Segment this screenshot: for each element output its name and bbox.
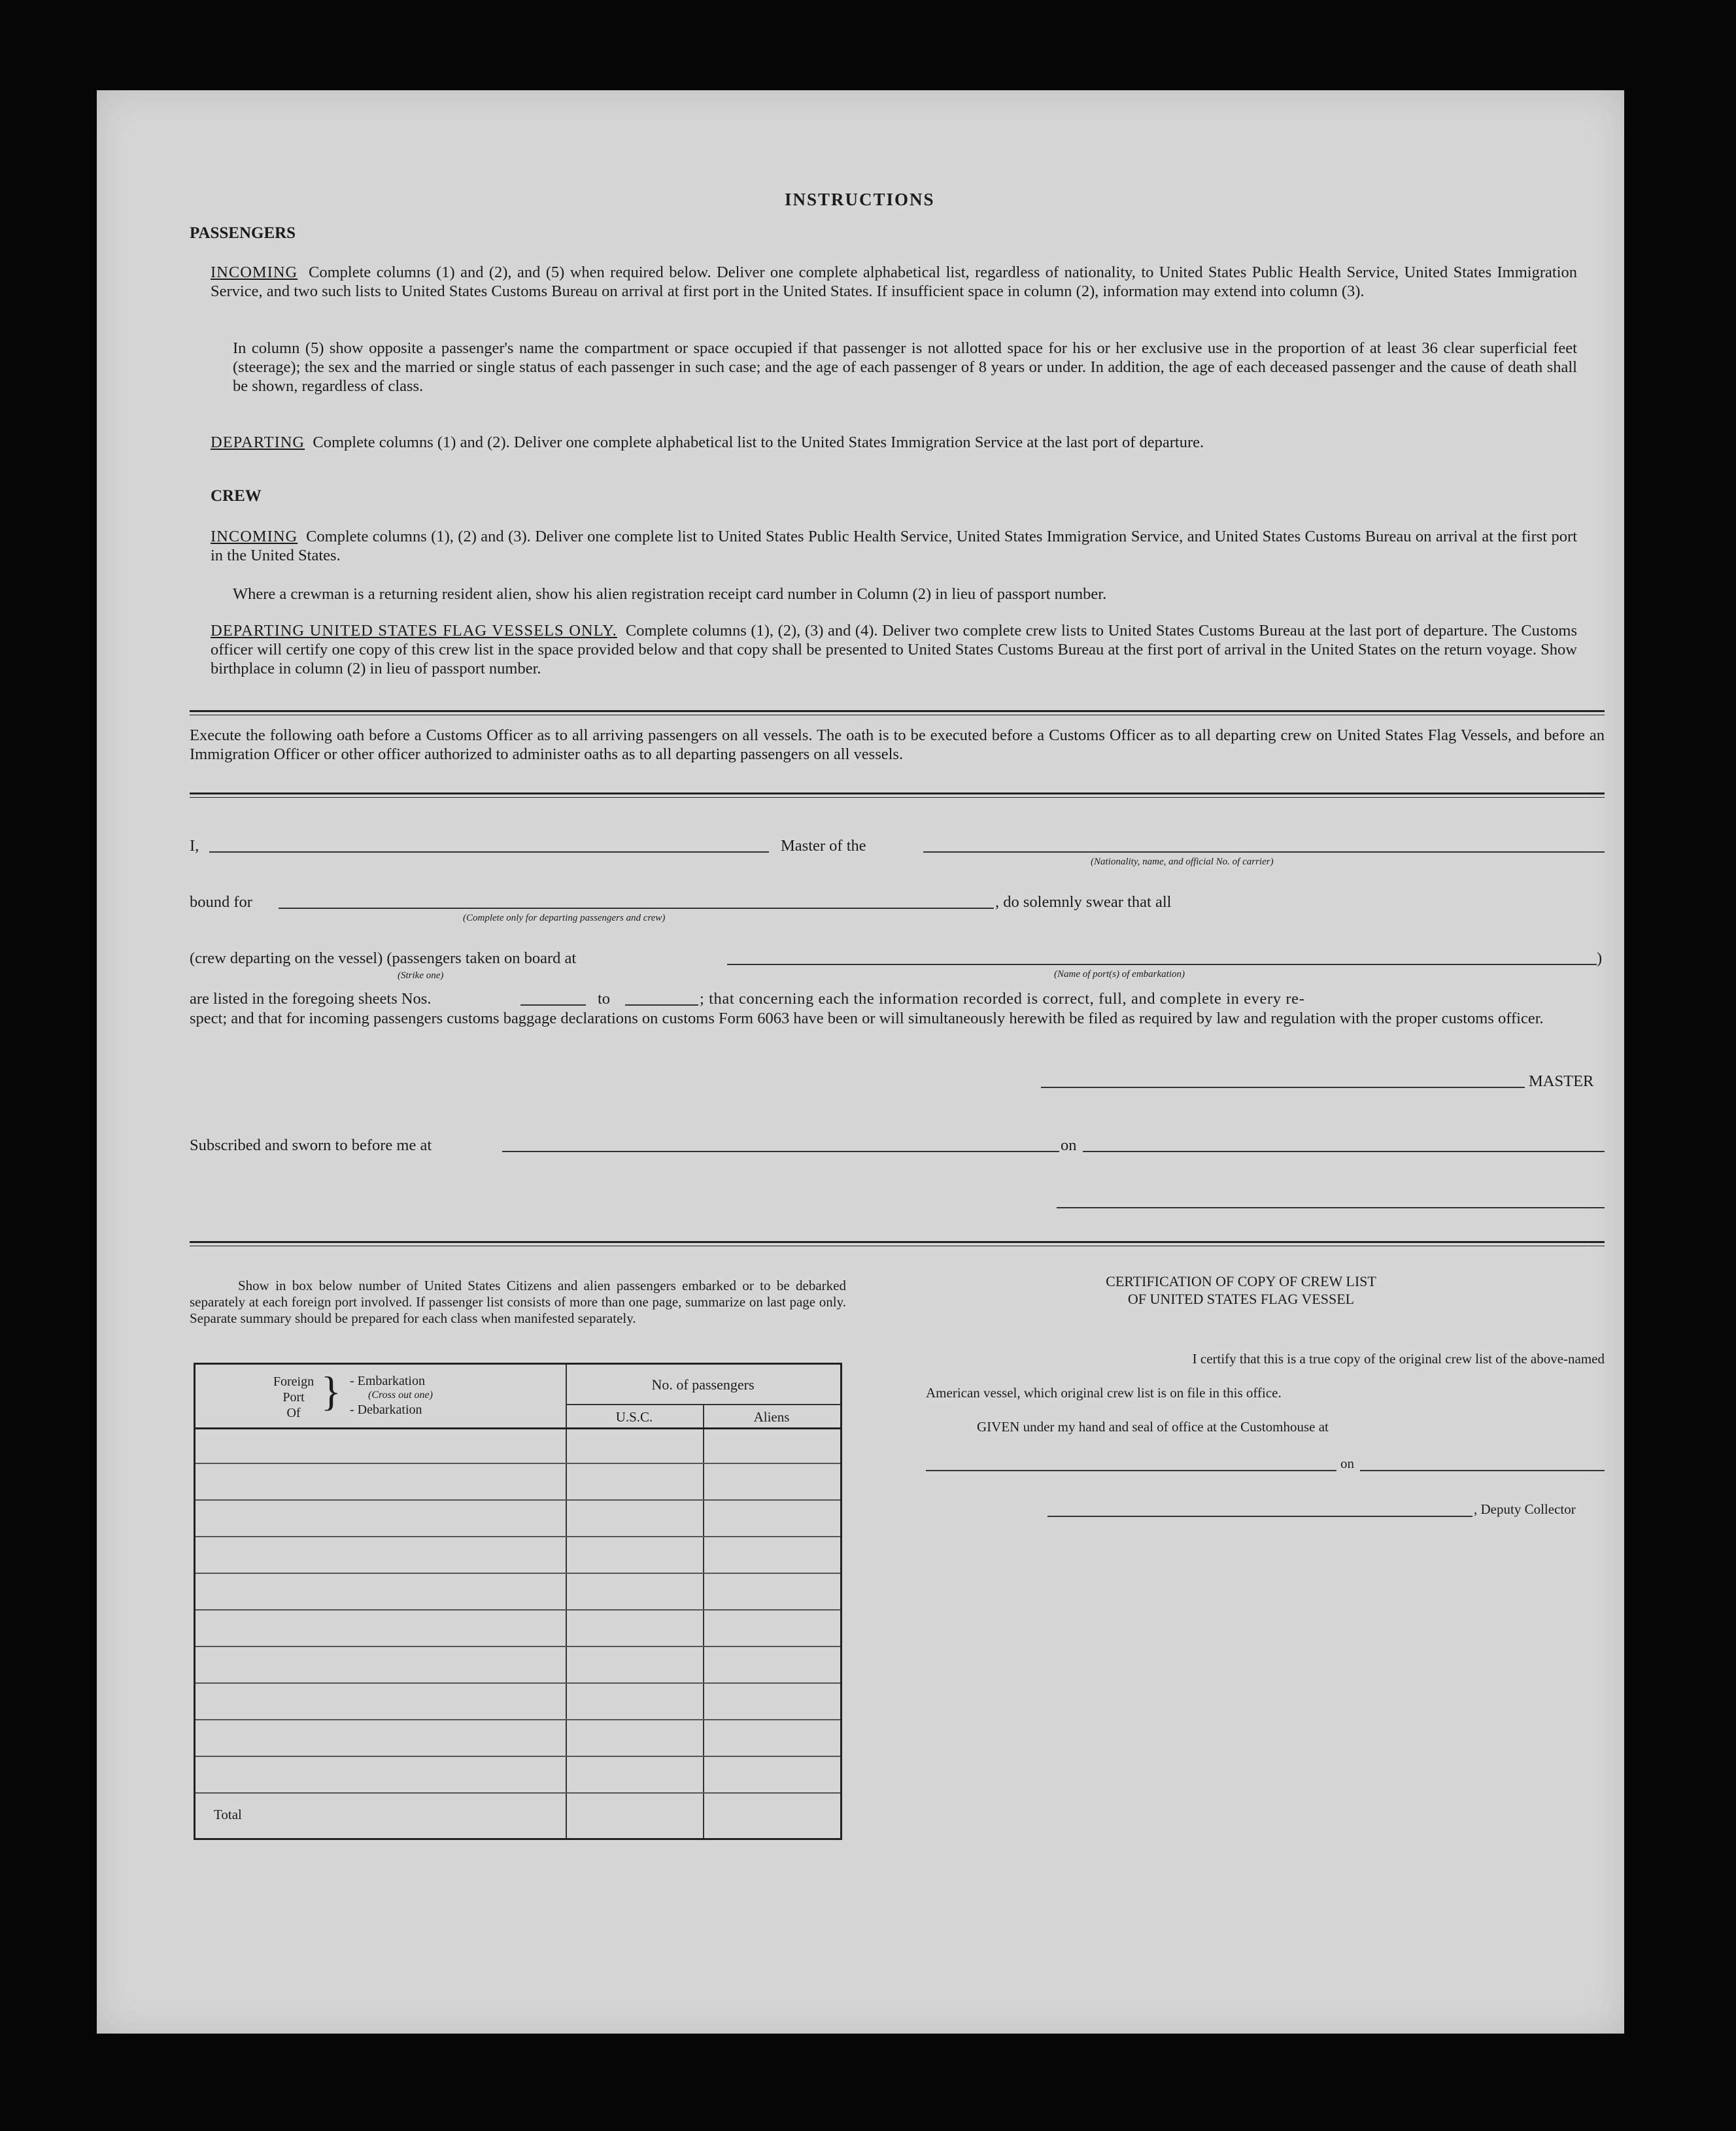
port-caption: (Name of port(s) of embarkation) [1054,969,1185,980]
subscribed-on-label: on [1061,1136,1077,1154]
page-title: INSTRUCTIONS [785,190,935,209]
deputy-collector-label: , Deputy Collector [1474,1501,1576,1517]
passengers-departing-label: DEPARTING [211,434,305,451]
crew-departing-text: (crew departing on the vessel) (passengers taken on board at [190,949,577,967]
crew-heading: CREW [211,487,262,505]
passengers-departing-paragraph [211,433,1577,452]
bound-for-field[interactable] [279,908,994,909]
header-bottom-rule [196,1427,840,1429]
crew-departing-label: DEPARTING UNITED STATES FLAG VESSELS ONLY. [211,622,617,639]
master-name-field[interactable] [209,851,769,853]
subscribed-date-field[interactable] [1083,1151,1605,1152]
passengers-departing-text: Complete columns (1) and (2). Deliver one complete alphabetical list to the United States Immigration Service at the last port of departure. [313,434,1204,451]
crew-departing-paragraph [211,621,1577,678]
table-row[interactable] [196,1536,840,1537]
table-row[interactable] [196,1756,840,1757]
column-divider [566,1365,567,1838]
sheets-to-label: to [598,990,611,1008]
sheets-text: ; that concerning each the information recorded is correct, full, and complete in every re- [700,990,1305,1008]
certification-date-field[interactable] [1360,1470,1605,1471]
summary-box [194,1363,842,1840]
crew-resident-paragraph: Where a crewman is a returning resident alien, show his alien registration receipt card number in Column (2) in lieu of passport number. [233,585,1107,603]
passengers-incoming-label: INCOMING [211,264,298,281]
customhouse-field[interactable] [926,1470,1336,1471]
no-of-passengers-header: No. of passengers [651,1376,755,1393]
passengers-incoming-text: Complete columns (1) and (2), and (5) when required below. Deliver one complete alphabetical list, regardless of nationality, to United States Public Health Service, United States Immigration Service, and two such lists to United States Customs Bureau on arrival at first port in the United States. If insufficient space in column (2), information may extend into column (3). [211,264,1577,300]
table-row[interactable] [196,1719,840,1720]
table-row[interactable] [196,1609,840,1611]
passengers-column5-paragraph: In column (5) show opposite a passenger's name the compartment or space occupied if that passenger is not allotted space for his or her exclusive use in the proportion of at least 36 clear superficial feet (steerage); the sex and the married or single status of each passenger in such case; and the age of each passenger of 8 years or under. In addition, the age of each deceased passenger and the cause of death shall be shown, regardless of class. [233,339,1577,395]
passengers-incoming-paragraph [211,263,1577,301]
usc-header: U.S.C. [615,1409,653,1425]
passengers-heading: PASSENGERS [190,224,296,242]
carrier-field[interactable] [923,851,1605,853]
officer-signature-field[interactable] [1057,1207,1605,1208]
certification-title-line-2: OF UNITED STATES FLAG VESSEL [1127,1291,1355,1307]
certify-line-2: American vessel, which original crew list is on file in this office. [926,1385,1282,1401]
bound-for-label: bound for [190,893,252,911]
certification-title [1006,1272,1476,1308]
crew-incoming-paragraph [211,527,1577,565]
column-divider [703,1404,704,1838]
crew-incoming-text: Complete columns (1), (2) and (3). Deliver one complete list to United States Public Health Service, United States Immigration Service, and United States Customs Bureau on arrival at the first port in the United States. [211,528,1577,564]
oath-divider [190,793,1605,798]
complete-only-caption: (Complete only for departing passengers and crew) [463,913,666,923]
table-row[interactable] [196,1499,840,1501]
crew-incoming-label: INCOMING [211,528,298,545]
certify-line-1: I certify that this is a true copy of the original crew list of the above-named [1192,1351,1605,1367]
embarkation-port-field[interactable] [727,964,1597,965]
master-signature-field[interactable] [1041,1087,1525,1088]
deputy-signature-field[interactable] [1047,1516,1472,1517]
oath-i-label: I, [190,837,199,855]
subscribed-place-field[interactable] [502,1151,1059,1152]
embark-debark-choice[interactable]: - Embarkation (Cross out one) - Debarkation [350,1374,433,1417]
swear-text: , do solemnly swear that all [995,893,1172,911]
sheets-text-continued: spect; and that for incoming passengers customs baggage declarations on customs Form 6063 have been or will simultaneously herewith be filed as required by law and regulation with the proper customs officer. [190,1010,1544,1027]
given-line: GIVEN under my hand and seal of office at the Customhouse at [977,1419,1329,1435]
oath-intro: Execute the following oath before a Customs Officer as to all arriving passengers on all vessels. The oath is to be executed before a Customs Officer as to all departing crew on United States Flag Vessels, and before an Immigration Officer or other officer authorized to administer oaths as to all departing passengers on all vessels. [190,726,1605,763]
crew-departing-text: Complete columns (1), (2), (3) and (4). Deliver two complete crew lists to United States Customs Bureau at the last port of departure. The Customs officer will certify one copy of this crew list in the space provided below and that copy shall be presented to United States Customs Bureau at the first port of arrival in the United States on the return voyage. Show birthplace in column (2) in lieu of passport number. [211,622,1578,677]
table-row[interactable] [196,1646,840,1647]
form-page [97,90,1624,2034]
sheets-to-field[interactable] [625,1004,698,1006]
subscribed-label: Subscribed and sworn to before me at [190,1136,432,1154]
certification-on-label: on [1340,1456,1354,1471]
table-row[interactable] [196,1792,840,1794]
aliens-header: Aliens [753,1409,790,1425]
master-label: MASTER [1529,1072,1594,1090]
table-row[interactable] [196,1463,840,1464]
brace-icon: } [321,1368,341,1414]
foreign-port-of-label: Foreign Port Of [273,1374,315,1420]
close-paren: ) [1597,949,1603,967]
nationality-caption: (Nationality, name, and official No. of carrier) [1091,857,1274,867]
sheets-label: are listed in the foregoing sheets Nos. [190,990,432,1008]
total-label: Total [214,1807,242,1822]
strike-one-caption: (Strike one) [398,970,444,981]
sheets-from-field[interactable] [520,1004,586,1006]
certification-title-line-1: CERTIFICATION OF COPY OF CREW LIST [1106,1273,1376,1289]
lower-divider [190,1241,1605,1246]
master-of-the-label: Master of the [781,837,866,855]
table-row[interactable] [196,1573,840,1574]
section-divider [190,710,1605,715]
table-row[interactable] [196,1682,840,1684]
summary-instructions: Show in box below number of United States Citizens and alien passengers embarked or to be debarked separately at each foreign port involved. If passenger list consists of more than one page, summarize on last page only. Separate summary should be prepared for each class when manifested separately. [190,1278,846,1326]
